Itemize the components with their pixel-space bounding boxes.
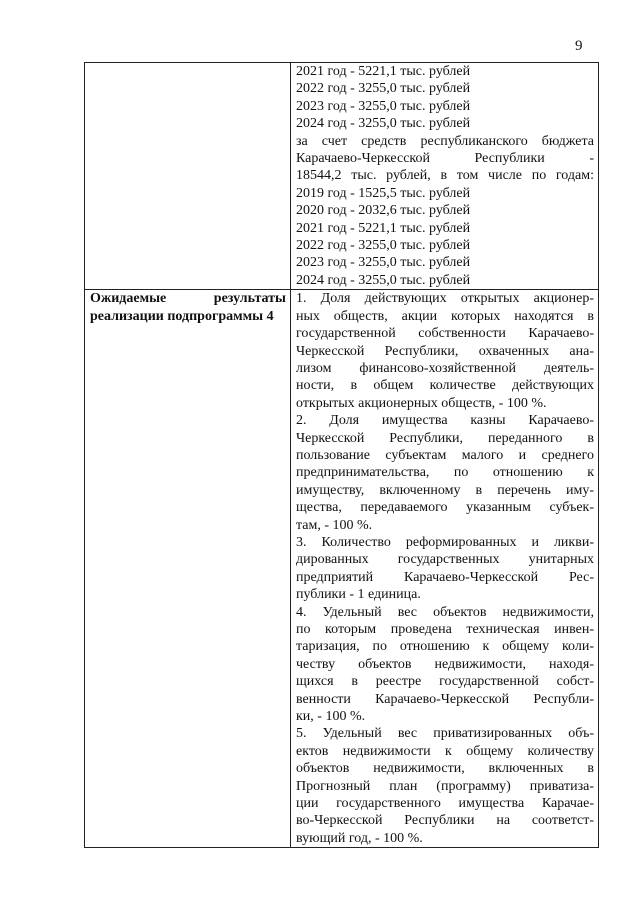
text-line: ции государственного имущества Карачае- — [296, 796, 594, 812]
row-label-cell — [85, 290, 291, 848]
row-label-cell — [85, 63, 291, 290]
text-line: 3. Количество реформированных и ликви- — [296, 534, 594, 550]
text-line: 2023 год - 3255,0 тыс. рублей — [296, 255, 471, 271]
funding-text-cell — [291, 63, 599, 290]
program-table — [84, 62, 599, 848]
text-line: Прогнозный план (программу) приватиза- — [296, 778, 594, 794]
text-line: 18544,2 тыс. рублей, в том числе по годам: — [296, 168, 594, 184]
text-line: Карачаево-Черкесской Республики - — [296, 151, 594, 167]
text-line: ных обществ, акции которых находятся в — [296, 308, 594, 324]
text-line: лизом финансово-хозяйственной деятель- — [296, 360, 594, 376]
text-line: предпринимательства, по отношению к — [296, 465, 594, 481]
text-line: таризация, по отношению к общему коли- — [296, 639, 594, 655]
text-line: ности, в общем количестве действующих — [296, 378, 594, 394]
text-line: 4. Удельный вес объектов недвижимости, — [296, 604, 594, 620]
text-line: там, - 100 %. — [296, 517, 373, 533]
text-line: государственной собственности Карачаево- — [296, 326, 594, 342]
text-line: во-Черкесской Республики на соответст- — [296, 813, 594, 829]
text-line: пользование субъектам малого и среднего — [296, 447, 594, 463]
text-line: 2022 год - 3255,0 тыс. рублей — [296, 238, 471, 254]
table-row-funding — [85, 63, 599, 290]
page-number: 9 — [575, 38, 583, 54]
text-line: щества, передаваемого указанным субъек- — [296, 500, 594, 516]
funding-lines — [296, 63, 594, 289]
text-line: вующий год, - 100 %. — [296, 830, 423, 846]
expected-results-lines — [296, 290, 594, 847]
text-line: 2023 год - 3255,0 тыс. рублей — [296, 98, 471, 114]
text-line: 2022 год - 3255,0 тыс. рублей — [296, 81, 471, 97]
text-line: ки, - 100 %. — [296, 709, 366, 725]
text-line: за счет средств республиканского бюджета — [296, 133, 594, 149]
text-line: щихся в реестре государственной собст- — [296, 674, 594, 690]
expected-results-label: Ожидаемые результаты реализации подпрограммы 4 — [90, 291, 286, 324]
text-line: 2024 год - 3255,0 тыс. рублей — [296, 272, 471, 288]
text-line: по которым проведена техническая инвен- — [296, 622, 594, 637]
text-line: открытых акционерных обществ, - 100 %. — [296, 395, 547, 411]
text-line: честву объектов недвижимости, находя- — [296, 656, 594, 672]
table-row-expected-results — [85, 290, 599, 848]
text-line: 1. Доля действующих открытых акционер- — [296, 291, 594, 307]
text-line: 2020 год - 2032,6 тыс. рублей — [296, 203, 471, 219]
text-line: объектов недвижимости, включенных в — [296, 761, 594, 777]
expected-results-cell — [291, 290, 599, 848]
text-line: Черкесской Республики, охваченных ана- — [296, 343, 594, 359]
text-line: 2021 год - 5221,1 тыс. рублей — [296, 220, 471, 236]
text-line: венности Карачаево-Черкесской Республи- — [296, 691, 594, 707]
text-line: ектов недвижимости к общему количеству — [296, 743, 594, 759]
text-line: 2019 год - 1525,5 тыс. рублей — [296, 185, 471, 201]
text-line: 5. Удельный вес приватизированных объ- — [296, 726, 594, 742]
text-line: Черкесской Республики, переданного в — [296, 430, 594, 446]
text-line: дированных государственных унитарных — [296, 552, 594, 568]
text-line: 2021 год - 5221,1 тыс. рублей — [296, 64, 471, 79]
text-line: предприятий Карачаево-Черкесской Рес- — [296, 569, 594, 585]
text-line: имуществу, включенному в перечень иму- — [296, 482, 594, 498]
text-line: 2. Доля имущества казны Карачаево- — [296, 413, 594, 429]
text-line: 2024 год - 3255,0 тыс. рублей — [296, 116, 471, 132]
text-line: публики - 1 единица. — [296, 587, 421, 603]
